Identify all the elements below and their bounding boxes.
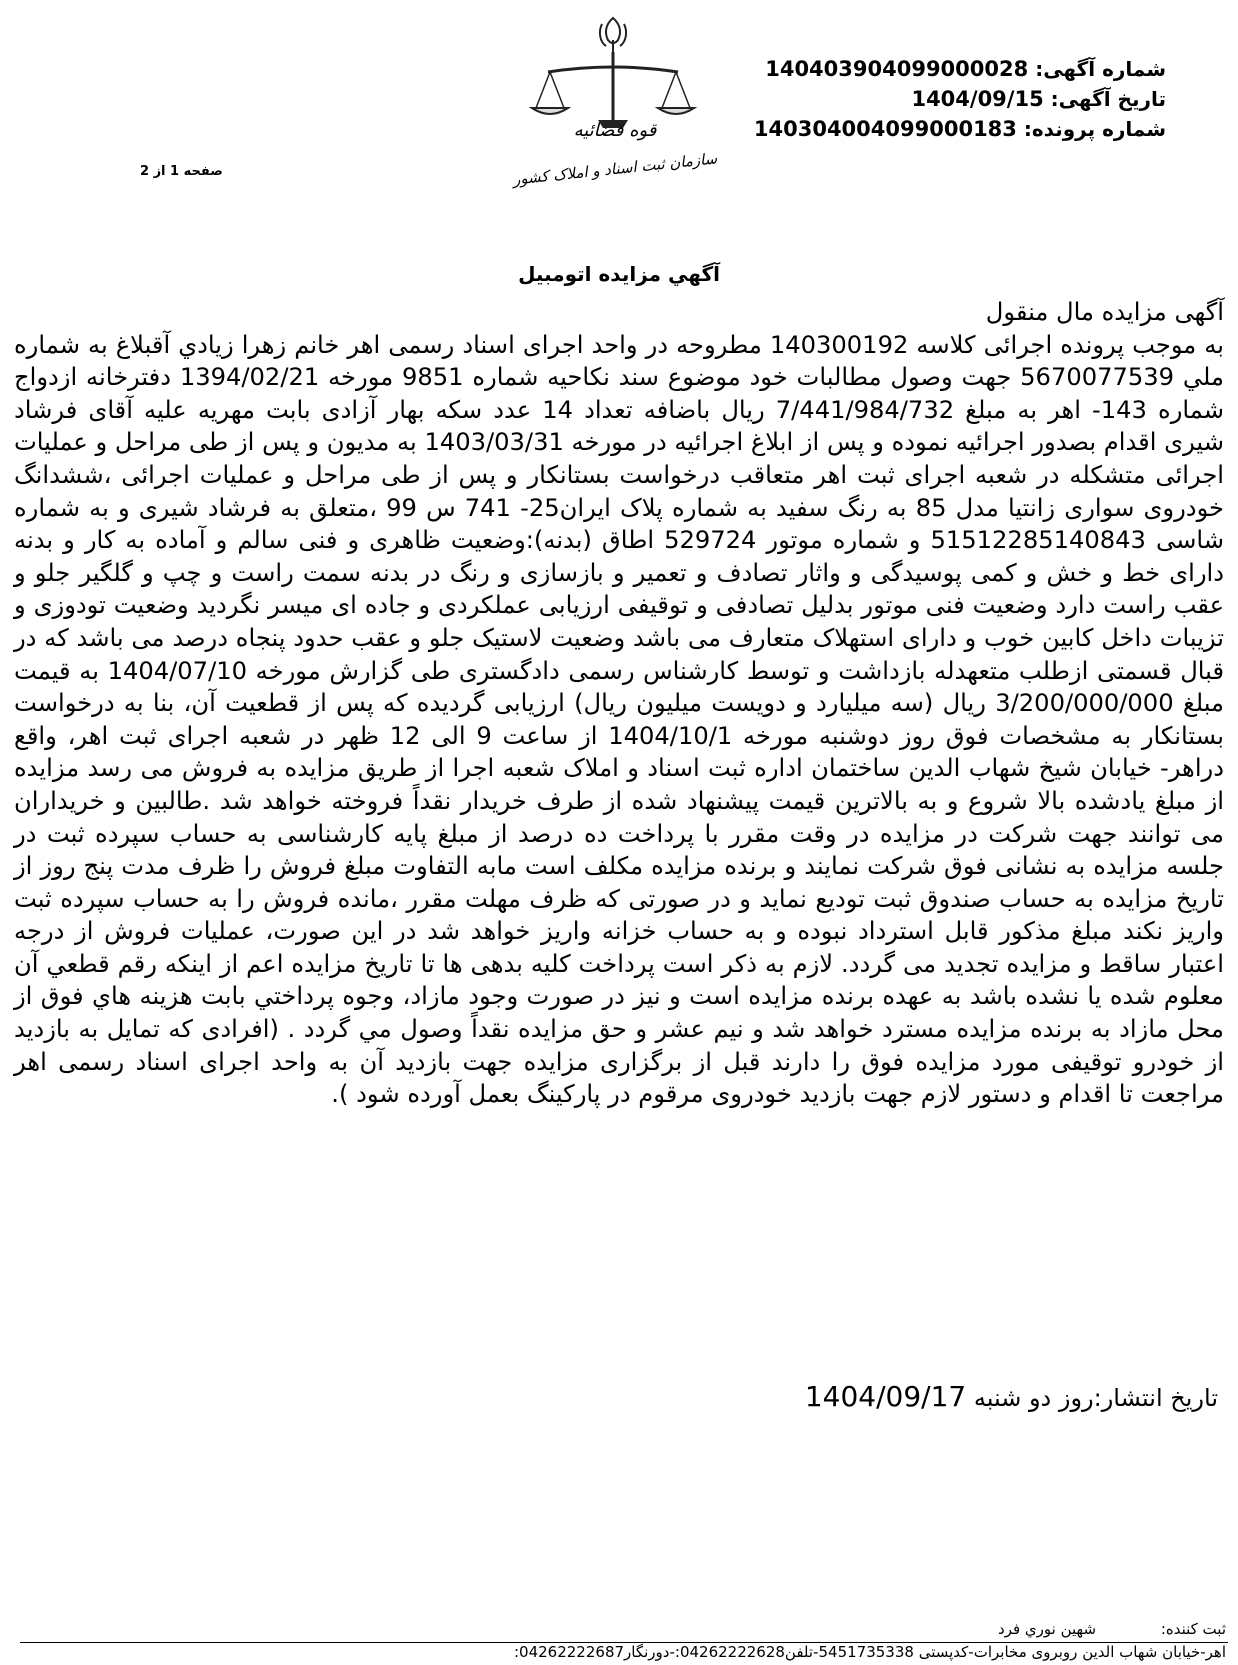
publication-date-label: تاریخ انتشار:روز دو شنبه	[973, 1384, 1218, 1412]
notice-number-row	[646, 54, 1166, 84]
notice-date-label: تاریخ آگهی:	[1050, 87, 1166, 111]
notice-date: 1404/09/15	[911, 87, 1044, 111]
notice-body-paragraph: به موجب پرونده اجرائی کلاسه 140300192 مطروحه در واحد اجرای اسناد رسمی اهر خانم زهرا زيادي آقبلاغ به شماره ملي 5670077539 جهت وصول مطالبات خود موضوع سند نکاحیه شماره 9851 مورخه 1394/02/21 دفترخانه ازدواج شماره 143- اهر به مبلغ 7/441/984/732 ریال باضافه تعداد 14 عدد سکه بهار آزادی بابت مهریه علیه آقای فرشاد شیری اقدام بصدور اجرائیه نموده و پس از ابلاغ اجرائیه در مورخه 1403/03/31 به مدیون و پس از طی مراحل و عملیات اجرائی متشکله در شعبه اجرای ثبت اهر متعاقب درخواست بستانکار و پس از طی مراحل و عملیات اجرائی ،ششدانگ خودروی سواری زانتیا مدل 85 به رنگ سفید به شماره پلاک ایران25- 741 س 99 ،متعلق به فرشاد شیری و به شماره شاسی 51512285140843 و شماره موتور 529724 اطاق (بدنه):وضعیت ظاهری و فنی سالم و آماده به کار و بدنه دارای خط و خش و کمی پوسیدگی و واثار تصادف و تعمیر و بازسازی و رنگ در بدنه سمت راست و چپ و گلگیر جلو و عقب راست دارد وضعیت فنی موتور بدلیل تصادفی و توقیفی ارزیابی عملکردی و جاده ای میسر نگردید وضعیت تودوزی و تزیبات داخل کابین خوب و دارای استهلاک متعارف می باشد وضعیت لاستیک جلو و عقب حدود پنجاه درصد می باشد که در قبال قسمتی ازطلب متعهدله بازداشت و توسط کارشناس رسمی دادگستری طی گزارش مورخه 1404/07/10 به قیمت مبلغ 3/200/000/000 ریال (سه میلیارد و دویست میلیون ریال) ارزیابی گردیده که پس از قطعیت آن، بنا به درخواست بستانکار به مشخصات فوق روز دوشنبه مورخه 1404/10/1 از ساعت 9 الی 12 ظهر در شعبه اجرای ثبت اهر، واقع دراهر- خیابان شیخ شهاب الدین ساختمان اداره ثبت اسناد و املاک شعبه اجرا از طریق مزایده به فروش می رسد مزایده از مبلغ یادشده بالا شروع و به بالاترین قیمت پیشنهاد شده از طرف خریدار نقداً فروخته خواهد شد .طالبین و خریداران می توانند جهت شرکت در مزایده در وقت مقرر با پرداخت ده درصد از مبلغ پایه کارشناسی به حساب سپرده ثبت در جلسه مزایده به نشانی فوق شرکت نمایند و برنده مزایده مکلف است مابه التفاوت مبلغ فروش را ظرف مدت پنج روز از تاریخ مزایده به حساب صندوق ثبت تودیع نماید و در صورتی که ظرف مهلت مقرر ،مانده فروش را به حساب سپرده ثبت واریز نکند مبلغ مذکور قابل استرداد نبوده و به حساب خزانه واریز خواهد شد در این صورت، عملیات فروش از درجه اعتبار ساقط و مزایده تجدید می گردد. لازم به ذکر است پرداخت کلیه بدهی ها تا تاریخ مزایده اعم از اینکه رقم قطعي آن معلوم شده یا نشده باشد به عهده برنده مزایده است و نیز در صورت وجود مازاد، وجوه پرداختي بابت هزينه هاي فوق از محل مازاد به برنده مزايده مسترد خواهد شد و نيم عشر و حق مزايده نقداً وصول مي گردد . (افرادی که تمایل به بازدید از خودرو توقیفی مورد مزایده فوق را دارند قبل از برگزاری مزایده جهت بازدید آن به واحد اجرای اسناد رسمی اهر مراجعت تا اقدام و دستور لازم جهت بازدید خودروی مرقوم در پارکینگ بعمل آورده شود ).	[14, 330, 1225, 1109]
notice-date-row	[646, 84, 1166, 114]
file-number-label: شماره پرونده:	[1023, 117, 1166, 141]
notice-number-label: شماره آگهی:	[1035, 57, 1166, 81]
file-number-row	[646, 114, 1166, 144]
page-indicator: صفحه 1 از 2	[140, 164, 223, 179]
document-subtitle: آگهی مزایده مال منقول	[985, 298, 1224, 326]
registrar-row	[998, 1620, 1226, 1638]
publication-date: 1404/09/17	[804, 1380, 967, 1413]
notice-meta	[646, 54, 1166, 144]
document-title: آگهي مزايده اتومبيل	[518, 262, 720, 286]
notice-number: 140403904099000028	[765, 57, 1029, 81]
publication-date-row	[805, 1380, 1218, 1413]
notice-body	[14, 296, 1224, 1111]
file-number: 140304004099000183	[753, 117, 1017, 141]
footer-address: اهر-خیابان شهاب الدین روبروی مخابرات-کدپستی 5451735338-تلفن04262222628:-دورنگار04262222687:	[513, 1643, 1226, 1661]
registrar-label: ثبت کننده:	[1160, 1620, 1226, 1638]
emblem-caption-organization: سازمان ثبت اسناد و املاک کشور	[512, 149, 718, 189]
emblem-caption-judiciary: قوه قضائیه	[573, 120, 657, 141]
registrar-name: شهين نوري فرد	[998, 1620, 1097, 1638]
